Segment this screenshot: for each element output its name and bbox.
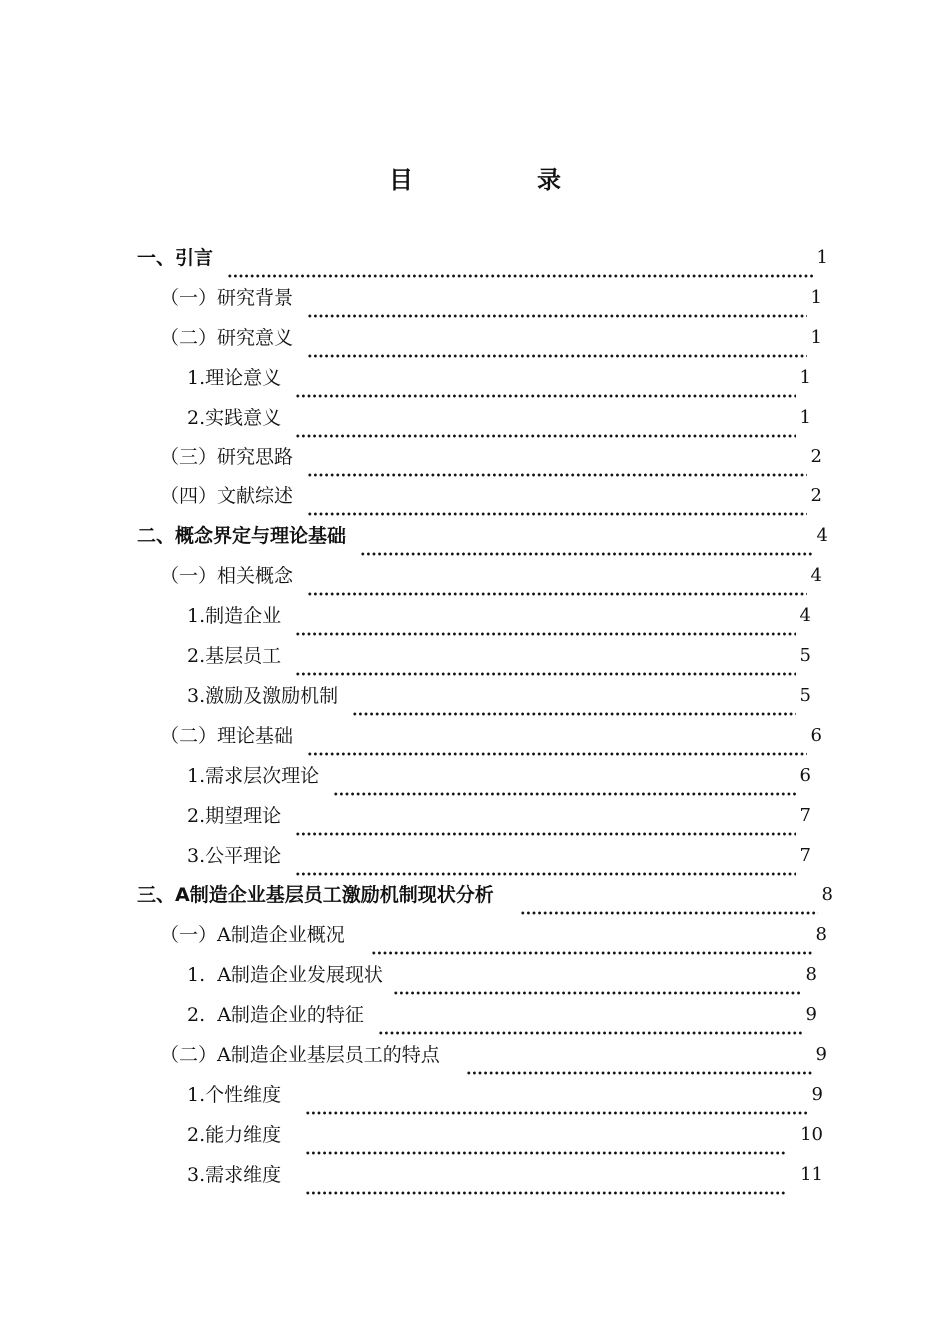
toc-entry[interactable] [137,875,833,915]
toc-entry-page: 1 [816,247,828,268]
toc-entry[interactable] [187,836,811,876]
toc-entry-page: 11 [800,1164,823,1185]
dot-leader [360,516,813,556]
dot-leader [227,238,813,278]
toc-entry[interactable] [160,318,822,358]
toc-entry[interactable] [187,1075,823,1115]
toc-entry-label: （四）文献综述 [160,485,294,507]
toc-entry-page: 5 [799,645,811,666]
toc-entry-label: （一）研究背景 [160,287,294,309]
toc-entry-label: 2. A制造企业的特征 [187,1004,364,1026]
dot-leader [307,318,807,358]
toc-entry-label: 一、引言 [137,247,214,269]
toc-entry-label: 2.期望理论 [187,805,282,827]
dot-leader [295,836,795,876]
toc-entry[interactable] [160,476,822,516]
dot-leader [295,358,795,398]
toc-entry-label: 2.基层员工 [187,645,282,667]
toc-entry[interactable] [160,278,822,318]
toc-entry-page: 4 [799,605,811,626]
toc-entry-label: 3.公平理论 [187,845,282,867]
toc-entry[interactable] [187,995,817,1035]
toc-entry-label: 1.理论意义 [187,367,282,389]
dot-leader [307,278,807,318]
dot-leader [295,636,795,676]
toc-entry-label: 1. A制造企业发展现状 [187,964,383,986]
toc-entry-label: （三）研究思路 [160,446,294,468]
dot-leader [352,676,795,716]
toc-entry-page: 1 [810,287,822,308]
toc-entry-page: 4 [816,525,828,546]
toc-entry-label: 1.制造企业 [187,605,282,627]
dot-leader [307,556,807,596]
dot-leader [378,995,802,1035]
toc-entry-label: （一）相关概念 [160,565,294,587]
dot-leader [295,796,795,836]
toc-entry[interactable] [187,636,811,676]
toc-entry-label: 二、概念界定与理论基础 [137,525,347,547]
toc-entry-page: 9 [815,1044,827,1065]
dot-leader [371,915,812,955]
toc-entry-label: 3.激励及激励机制 [187,685,339,707]
toc-entry-page: 6 [799,765,811,786]
dot-leader [307,437,807,477]
dot-leader [305,1075,807,1115]
toc-entry-page: 4 [810,565,822,586]
toc-entry-page: 9 [811,1084,823,1105]
toc-entry-page: 5 [799,685,811,706]
toc-entry[interactable] [187,1115,823,1155]
toc-entry-page: 7 [799,805,811,826]
toc-entry-label: （二）理论基础 [160,725,294,747]
toc-entry[interactable] [137,238,828,278]
toc-entry-page: 8 [815,924,827,945]
dot-leader [307,716,807,756]
dot-leader [393,955,802,995]
dot-leader [295,596,795,636]
toc-entry[interactable] [187,596,811,636]
toc-entry-label: 3.需求维度 [187,1164,282,1186]
toc-entry[interactable] [187,756,811,796]
toc-entry-page: 1 [810,327,822,348]
toc-entry[interactable] [187,398,811,438]
toc-entry[interactable] [187,358,811,398]
toc-entry[interactable] [160,437,822,477]
toc-entry[interactable] [187,676,811,716]
dot-leader [520,875,818,915]
toc-entry-label: 1.需求层次理论 [187,765,320,787]
toc-entry-page: 2 [810,446,822,467]
toc-entry-label: （二）研究意义 [160,327,294,349]
dot-leader [305,1115,786,1155]
toc-entry-label: 三、A制造企业基层员工激励机制现状分析 [137,884,494,906]
toc-entry-label: （二）A制造企业基层员工的特点 [160,1044,440,1066]
toc-entry-page: 8 [805,964,817,985]
dot-leader [305,1155,786,1195]
dot-leader [295,398,795,438]
toc-entry[interactable] [160,915,827,955]
toc-entry[interactable] [160,716,822,756]
toc-entry-label: 1.个性维度 [187,1084,282,1106]
toc-entry-label: 2.实践意义 [187,407,282,429]
toc-entry-page: 1 [799,367,811,388]
toc-entry-page: 10 [800,1124,823,1145]
toc-entry-page: 6 [810,725,822,746]
toc-entry-page: 9 [805,1004,817,1025]
dot-leader [307,476,807,516]
dot-leader [333,756,795,796]
toc-entry-label: （一）A制造企业概况 [160,924,345,946]
toc-entry-page: 8 [821,884,833,905]
toc-entry[interactable] [187,955,817,995]
dot-leader [466,1035,812,1075]
toc-entry[interactable] [160,556,822,596]
toc-entry[interactable] [187,1155,823,1195]
toc-entry[interactable] [137,516,828,556]
toc-entry[interactable] [187,796,811,836]
toc-entry-page: 2 [810,485,822,506]
toc-entry-page: 7 [799,845,811,866]
toc-entry-label: 2.能力维度 [187,1124,282,1146]
toc-entry[interactable] [160,1035,827,1075]
page-title: 目 录 [389,166,611,194]
toc-entry-page: 1 [799,407,811,428]
